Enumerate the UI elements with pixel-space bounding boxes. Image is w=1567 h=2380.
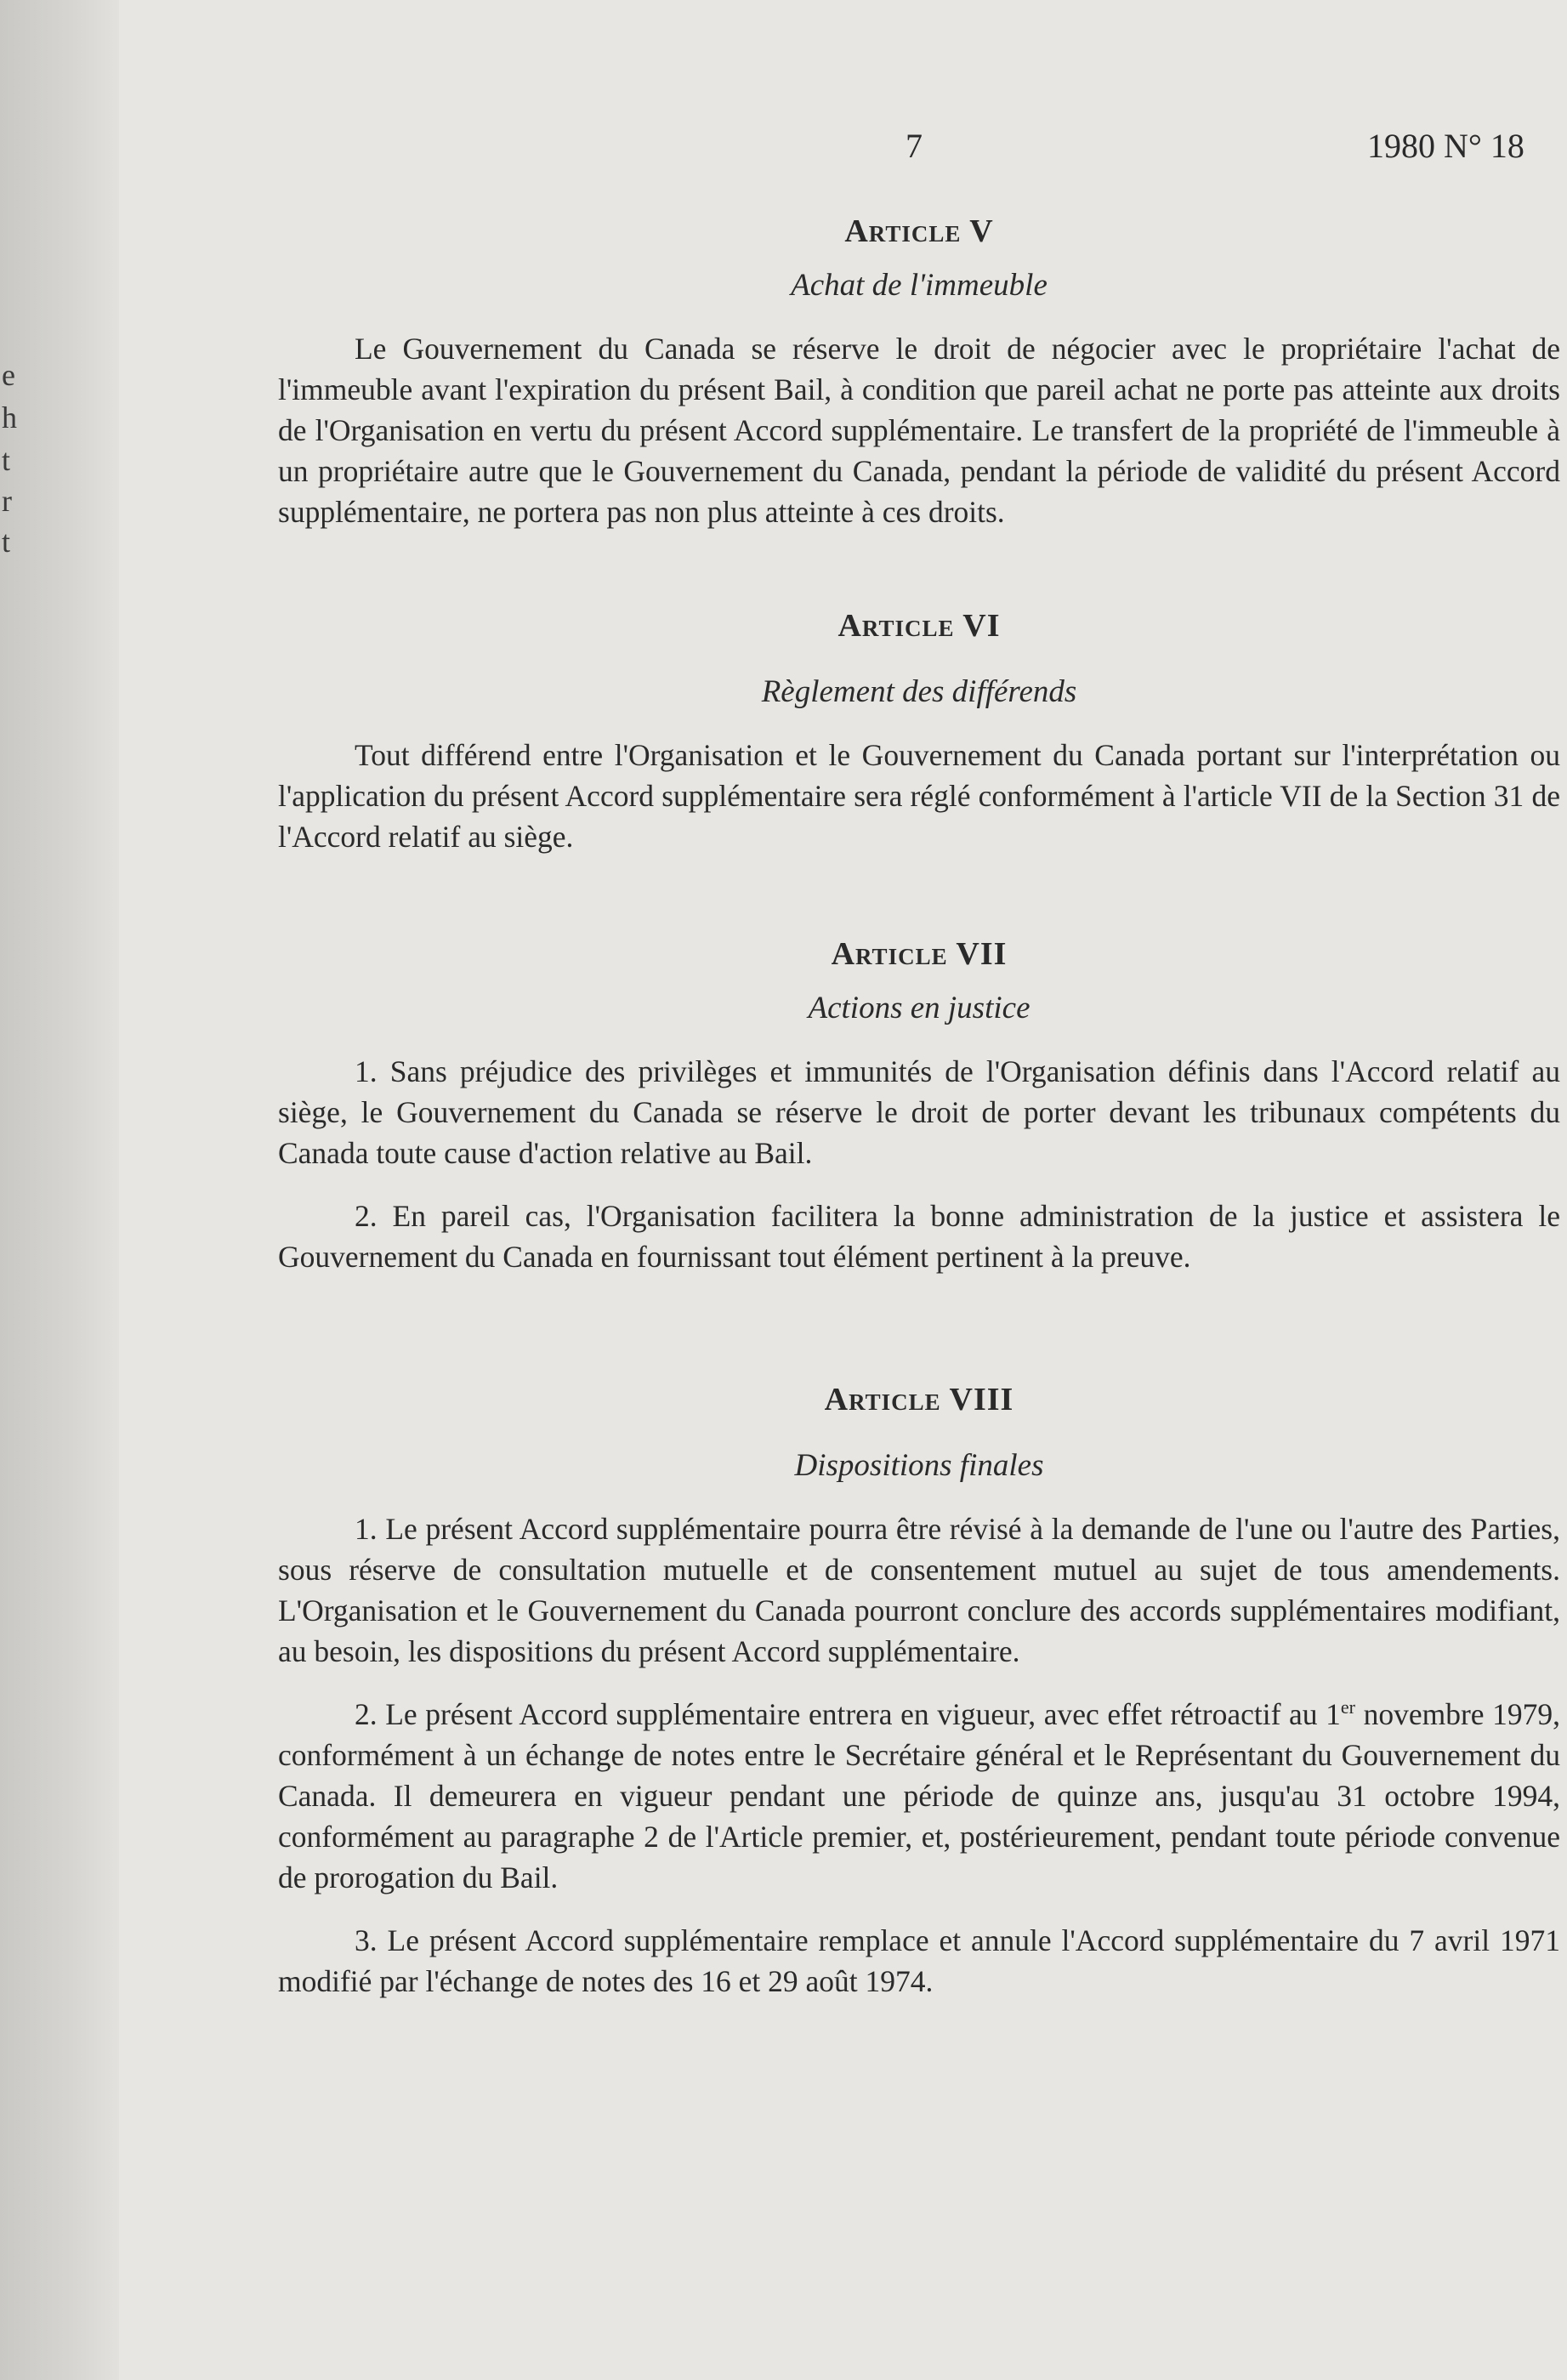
document-body — [278, 211, 1560, 2002]
paragraph-start: 2. Le présent Accord supplémentaire entrera en vigueur, avec effet rétroactif au — [355, 1697, 1318, 1731]
article-8 — [278, 1379, 1560, 2002]
paragraph: 2. Le présent Accord supplémentaire entrera en vigueur, avec effet rétroactif au 1er novembre 1979, conformément à un échange de notes entre le Secrétaire général et le Représentant du Gouvernement du Canada. Il demeurera en vigueur pendant une période de quinze ans, jusqu'au 31 octobre 1994, conformément au paragraphe 2 de l'Article premier, et, postérieurement, pendant toute période convenue de prorogation du Bail. — [278, 1696, 1561, 1894]
article-title: Article VII — [831, 936, 1008, 972]
article-title: Article V — [844, 213, 994, 249]
article-7 — [278, 934, 1560, 1277]
article-6 — [278, 605, 1560, 857]
year-number: 1980 N° 18 — [1367, 127, 1524, 165]
paragraph: Le Gouvernement du Canada se réserve le droit de négocier avec le propriétaire l'achat de l'immeuble avant l'expiration du présent Bail, à condition que pareil achat ne porte pas atteinte aux droits de l'Organisation en vertu du présent Accord supplémentaire. Le transfert de la propriété de l'immeuble à un propriétaire autre que le Gouvernement du Canada, pendant la période de validité du présent Accord supplémentaire, ne portera pas non plus atteinte à ces droits. — [278, 332, 1560, 529]
previous-page-gutter — [0, 0, 119, 2380]
gutter-letter: t — [2, 443, 11, 477]
gutter-letter: h — [2, 400, 17, 435]
paragraph: 1. Sans préjudice des privilèges et immunités de l'Organisation définis dans l'Accord relatif au siège, le Gouvernement du Canada se réserve le droit de porter devant les tribunaux compétents du Canada toute cause d'action relative au Bail. — [278, 1054, 1560, 1170]
ordinal-superscript: er — [1340, 1696, 1355, 1718]
paragraph: 1. Le présent Accord supplémentaire pourra être révisé à la demande de l'une ou l'autre des Parties, sous réserve de consultation mutuelle et de consentement mutuel au sujet de tous amendements. L'Organisation et le Gouvernement du Canada pourront conclure des accords supplémentaires modifiant, au besoin, les dispositions du présent Accord supplémentaire. — [278, 1512, 1560, 1668]
gutter-letter: t — [2, 525, 11, 559]
article-title: Article VI — [837, 608, 1001, 644]
document-page — [119, 0, 1567, 2380]
article-5 — [278, 211, 1560, 532]
paragraph: 3. Le présent Accord supplémentaire remplace et annule l'Accord supplémentaire du 7 avril 1971 modifié par l'échange de notes des 16 et 29 août 1974. — [278, 1923, 1560, 1998]
paragraph-rest: novembre 1979, conformément à un échange de notes entre le Secrétaire général et le Représentant du Gouvernement du Canada. Il demeurera en vigueur pendant une période de quinze ans, jusqu'au 31 octobre 1994, conformément au paragraphe 2 de l'Article premier, et, postérieurement, pendant toute période convenue de prorogation du Bail. — [278, 1697, 1561, 1894]
paragraph: Tout différend entre l'Organisation et le Gouvernement du Canada portant sur l'interprétation ou l'application du présent Accord supplémentaire sera réglé conformément à l'article VII de la Section 31 de l'Accord relatif au siège. — [278, 738, 1560, 854]
gutter-letter: r — [2, 484, 12, 518]
article-title: Article VIII — [824, 1382, 1014, 1417]
paragraph: 2. En pareil cas, l'Organisation facilitera la bonne administration de la justice et assistera le Gouvernement du Canada en fournissant tout élément pertinent à la preuve. — [278, 1199, 1560, 1274]
article-subtitle: Achat de l'immeuble — [791, 268, 1048, 303]
article-subtitle: Actions en justice — [808, 991, 1030, 1025]
article-subtitle: Règlement des différends — [761, 674, 1077, 709]
article-subtitle: Dispositions finales — [794, 1448, 1044, 1483]
page-number: 7 — [906, 127, 923, 165]
gutter-letter: e — [2, 358, 15, 392]
